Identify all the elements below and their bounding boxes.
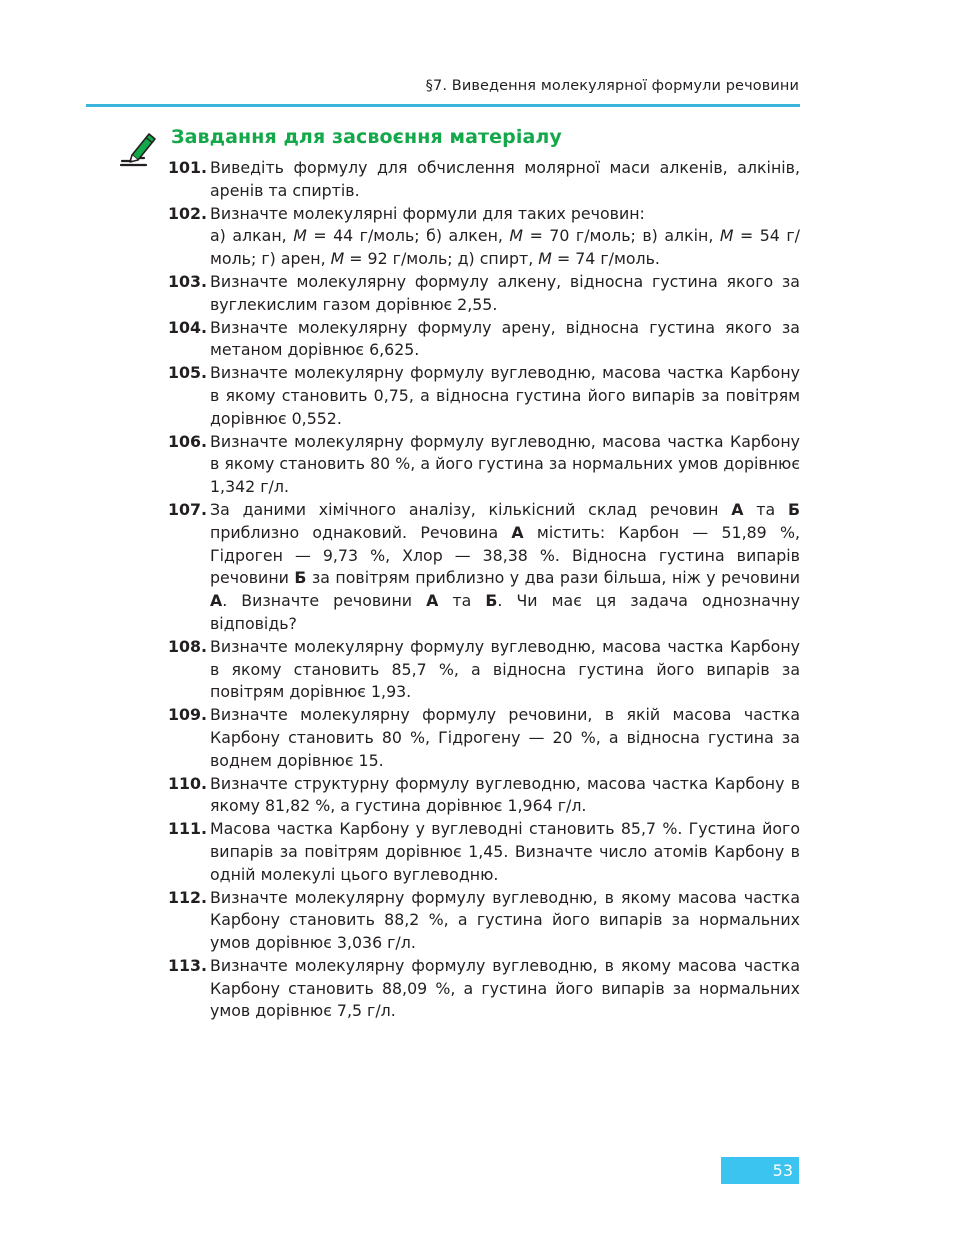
task-number: 103. — [168, 271, 207, 291]
task-paragraph — [210, 704, 800, 772]
task-paragraph — [210, 271, 800, 317]
italic-symbol: M — [293, 226, 307, 246]
task-item — [168, 157, 800, 203]
task-paragraph — [210, 636, 800, 704]
text-run: = 74 г/моль. — [551, 249, 660, 269]
text-run: Визначте молекулярну формулу арену, відносна густина якого за метаном дорівнює 6,625. — [210, 317, 800, 360]
task-number: 111. — [168, 819, 207, 839]
task-number: 108. — [168, 636, 207, 656]
task-text — [210, 773, 800, 819]
task-number: 113. — [168, 955, 207, 975]
task-number: 105. — [168, 363, 207, 383]
task-item — [168, 362, 800, 430]
task-item — [168, 887, 800, 955]
task-item — [168, 499, 800, 636]
text-run: = 70 г/моль; в) алкін, — [523, 226, 720, 246]
task-number: 101. — [168, 158, 207, 177]
task-paragraph — [210, 955, 800, 1023]
task-paragraph — [210, 317, 800, 363]
task-item — [168, 704, 800, 772]
task-number: 110. — [168, 773, 207, 793]
task-item — [168, 955, 800, 1023]
task-number: 112. — [168, 887, 207, 907]
task-number: 104. — [168, 317, 207, 337]
text-run: . Чи має ця задача однозначну відповідь? — [210, 591, 800, 633]
text-run: Визначте молекулярну формулу алкену, відносна густина якого за вуглекислим газом дорівнює 2,55. — [210, 271, 800, 314]
task-text — [210, 887, 800, 955]
text-run: Визначте молекулярну формулу вуглеводню, в якому масова частка Карбону становить 88,09 %, а густина його випарів за нормальних умов дорівнює 7,5 г/л. — [210, 955, 800, 1021]
task-paragraph — [210, 499, 800, 636]
text-run: приблизно однаковий. Речовина — [210, 522, 512, 542]
task-paragraph — [210, 157, 800, 203]
pencil-writing-icon — [120, 128, 158, 168]
task-paragraph — [210, 203, 800, 226]
page-number: 53 — [721, 1157, 799, 1184]
bold-text: А — [511, 522, 524, 542]
header-rule — [86, 104, 800, 107]
text-run: Визначте молекулярну формулу речовини, в якій масова частка Карбону становить 80 %, Гідрогену — 20 %, а відносна густина за воднем дорівнює 15. — [210, 705, 800, 770]
bold-text: А — [426, 591, 439, 611]
bold-text: Б — [485, 591, 498, 611]
text-run: = 92 г/моль; д) спирт, — [344, 249, 539, 269]
task-number: 109. — [168, 705, 207, 725]
task-paragraph — [210, 887, 800, 955]
task-item — [168, 271, 800, 317]
task-paragraph — [210, 362, 800, 430]
task-item — [168, 773, 800, 819]
task-number: 107. — [168, 499, 207, 519]
italic-symbol: M — [719, 226, 734, 246]
task-item — [168, 636, 800, 704]
text-run: За даними хімічного аналізу, кількісний склад речовин — [210, 499, 732, 519]
italic-symbol: M — [330, 249, 345, 269]
text-run: Визначте молекулярну формулу вуглеводню, масова частка Карбону в якому становить 80 %, а його густина за нормальних умов дорівнює 1,342 г/л. — [210, 431, 800, 497]
text-run: містить: Карбон — 51,89 %, Гідроген — 9,73 %, Хлор — 38,38 %. Відносна густина випарів речовини — [210, 522, 800, 588]
task-item — [168, 818, 800, 886]
task-text — [210, 955, 800, 1023]
task-paragraph — [210, 773, 800, 819]
task-text — [210, 818, 800, 886]
task-text — [210, 499, 800, 636]
task-item — [168, 431, 800, 499]
task-list — [168, 157, 800, 1023]
text-run: Визначте молекулярні формули для таких речовин: — [210, 203, 645, 223]
section-title: Завдання для засвоєння матеріалу — [171, 126, 562, 148]
bold-text: А — [731, 499, 744, 519]
text-run: за повітрям приблизно у два рази більша, ніж у речовини — [306, 568, 801, 588]
task-item — [168, 203, 800, 271]
text-run: Виведіть формулу для обчислення молярної маси алкенів, алкінів, аренів та спиртів. — [210, 158, 800, 200]
text-run: Визначте молекулярну формулу вуглеводню, масова частка Карбону в якому становить 0,75, а відносна густина його випарів за повітрям дорівнює 0,552. — [210, 363, 800, 428]
task-paragraph — [210, 225, 800, 271]
text-run: = 44 г/моль; б) алкен, — [306, 226, 510, 246]
task-paragraph — [210, 431, 800, 499]
task-text — [210, 317, 800, 363]
task-text — [210, 636, 800, 704]
text-run: а) алкан, — [210, 226, 294, 246]
bold-text: А — [210, 591, 223, 611]
task-text — [210, 271, 800, 317]
task-paragraph — [210, 818, 800, 886]
text-run: = 54 г/моль; г) арен, — [210, 226, 800, 269]
italic-symbol: M — [538, 249, 552, 269]
text-run: Визначте молекулярну формулу вуглеводню, масова частка Карбону в якому становить 85,7 %, а відносна густина його випарів за повітрям дорівнює 1,93. — [210, 636, 800, 702]
task-text — [210, 431, 800, 499]
bold-text: Б — [294, 568, 307, 588]
task-number: 106. — [168, 431, 207, 451]
task-text — [210, 157, 800, 203]
task-item — [168, 317, 800, 363]
italic-symbol: M — [509, 226, 524, 246]
text-run: Масова частка Карбону у вуглеводні становить 85,7 %. Густина його випарів за повітрям дорівнює 1,45. Визначте число атомів Карбону в одній молекулі цього вуглеводню. — [210, 819, 800, 884]
text-run: та — [438, 591, 486, 611]
text-run: . Визначте речовини — [222, 591, 427, 611]
task-text — [210, 203, 800, 271]
text-run: та — [743, 499, 788, 519]
task-text — [210, 362, 800, 430]
task-text — [210, 704, 800, 772]
task-number: 102. — [168, 203, 207, 223]
running-header: §7. Виведення молекулярної формули речовини — [425, 78, 799, 94]
text-run: Визначте структурну формулу вуглеводню, масова частка Карбону в якому 81,82 %, а густина дорівнює 1,964 г/л. — [210, 773, 800, 816]
text-run: Визначте молекулярну формулу вуглеводню, в якому масова частка Карбону становить 88,2 %, а густина його випарів за нормальних умов дорівнює 3,036 г/л. — [210, 887, 800, 953]
bold-text: Б — [787, 499, 800, 519]
